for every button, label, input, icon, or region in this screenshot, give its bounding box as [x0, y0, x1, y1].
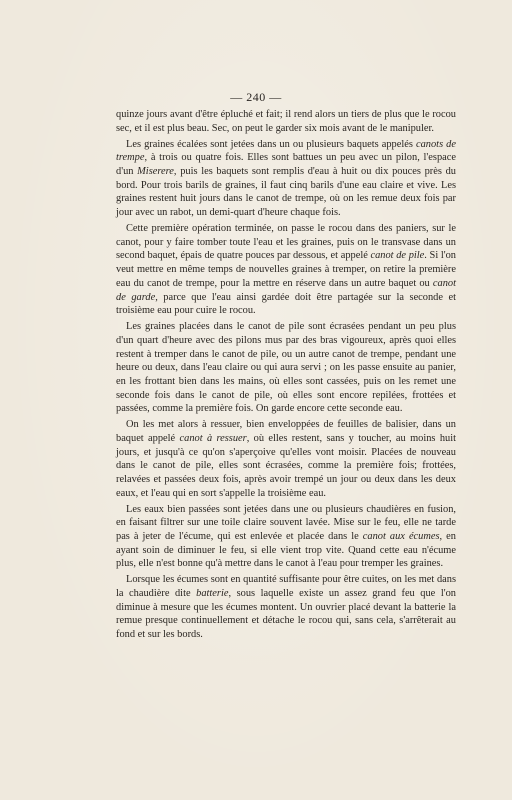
- paragraph-text: , parce que l'eau ainsi gardée doit être partagée sur la seconde et troisième eau pour cuire le rocou.: [116, 291, 456, 317]
- paragraph-text: . Si l'on veut mettre en même temps de nouvelles graines à tremper, on retire la première eau du canot de trempe, pour la mettre en réserve dans un autre baquet ou: [116, 250, 457, 289]
- italic-term: canot à ressuer: [179, 432, 247, 444]
- italic-term: canots de trempe: [116, 138, 456, 164]
- paragraph: [116, 138, 456, 220]
- italic-term: batterie: [196, 588, 229, 600]
- paragraph-text: , à trois ou quatre fois. Elles sont battues un peu avec un pilon, l'espace d'un: [116, 152, 456, 177]
- paragraph-text: Les eaux bien passées sont jetées dans une ou plusieurs chaudières en fusion, en faisant filtrer sur une toile claire souvent lavée. Mise sur le feu, elle ne tarde pas à jeter de l'écume, qui est enlevée et placée dans le: [116, 503, 456, 543]
- italic-term: canot aux écumes: [362, 531, 440, 543]
- paragraph: [116, 222, 456, 318]
- paragraph: [116, 573, 456, 642]
- paragraph: [116, 418, 456, 500]
- paragraph-text: Lorsque les écumes sont en quantité suffisante pour être cuites, on les met dans la chaudière dite: [116, 574, 456, 600]
- paragraph-text: Les graines écalées sont jetées dans un ou plusieurs baquets appelés: [126, 138, 416, 150]
- paragraph: [116, 108, 456, 135]
- page-number: — 240 —: [230, 90, 282, 104]
- italic-term: canot de pile: [370, 250, 425, 262]
- paragraph-text: , en ayant soin de diminuer le feu, si elle vient trop vite. Quand cette eau n'écume plus, elle n'est bonne qu'à mettre dans le canot à l'eau pour tremper les graines.: [116, 531, 456, 570]
- paragraph-text: On les met alors à ressuer, bien enveloppées de feuilles de balisier, dans un baquet appelé: [116, 419, 456, 444]
- paragraph-text: , sous laquelle existe un assez grand feu que l'on diminue à mesure que les écumes montent. Un ouvrier placé devant la batterie la remue presque continuellement et détache le rocou qui, sans cela, s'arrêterait au fond et sur les bords.: [116, 588, 456, 641]
- paragraph-text: Cette première opération terminée, on passe le rocou dans des paniers, sur le canot, pour y faire tomber toute l'eau et les graines, puis on le transvase dans un second baquet, épais de quatre pouces par dessous, et appelé: [116, 223, 456, 262]
- paragraph: [116, 503, 456, 572]
- paragraph-text: quinze jours avant d'être épluché et fait; il rend alors un tiers de plus que le rocou sec, et il est plus beau. Sec, on peut le garder six mois avant de le manipuler.: [116, 109, 456, 134]
- italic-term: Miserere: [137, 166, 174, 177]
- italic-term: canot de garde: [116, 277, 456, 303]
- paragraph-text: , puis les baquets sont remplis d'eau à huit ou dix pouces près du bord. Pour trois barils de graines, il faut cinq barils d'une eau claire et vive. Les graines restent huit jours dans le canot de trempe, où on les remue deux fois par jour avec un rabot, un demi-quart d'heure chaque fois.: [116, 166, 456, 219]
- body-text: [116, 108, 456, 644]
- paragraph-text: Les graines placées dans le canot de pile sont écrasées pendant un peu plus d'un quart d'heure avec des pilons mus par des bras vigoureux, après quoi elles restent à tremper dans le canot de pile, ou un autre canot de trempe, pendant une heure ou deux, dans l'eau claire ou qui aura servi ; on les passe ensuite au panier, en les frottant bien dans les mains, où elles sont cassées, puis on les remet une seconde fois dans le canot de pile, où elles sont encore repilées, frottées et passées, comme la première fois. On garde encore cette seconde eau.: [116, 321, 456, 415]
- paragraph-text: , où elles restent, sans y toucher, au moins huit jours, et jusqu'à ce qu'on s'aperçoive qu'elles vont moisir. Placées de nouveau dans le canot de pile, elles sont écrasées, comme la première fois; frottées, relavées et passées deux fois, après avoir trempé un jour ou deux dans les deux eaux, et l'eau qui en sort s'appelle la troisième eau.: [116, 432, 456, 499]
- paragraph: [116, 320, 456, 416]
